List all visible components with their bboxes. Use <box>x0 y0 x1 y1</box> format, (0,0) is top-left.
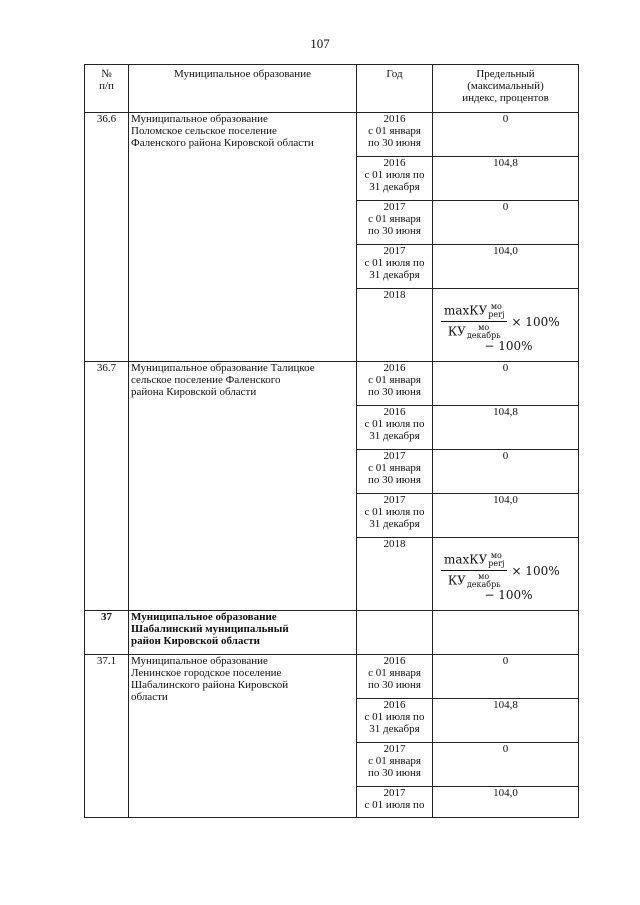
row-municipality: Муниципальное образование Талицкое сельское поселение Фаленского района Кировской области <box>129 362 357 611</box>
row-number: 37 <box>85 611 129 655</box>
tariff-index-table <box>84 64 579 818</box>
period-index: 0 <box>433 655 579 699</box>
header-num: № п/п <box>85 65 129 113</box>
row-number: 36.7 <box>85 362 129 611</box>
row-number: 36.6 <box>85 113 129 362</box>
table-row <box>85 113 579 157</box>
period-index: 0 <box>433 450 579 494</box>
row-municipality: Муниципальное образование Ленинское городское поселение Шабалинского района Кировской области <box>129 655 357 818</box>
period-year: 2018 <box>357 289 433 362</box>
period-year: 2017 с 01 июля по 31 декабря <box>357 494 433 538</box>
row-year-empty <box>357 611 433 655</box>
period-index: 0 <box>433 113 579 157</box>
period-year: 2017 с 01 января по 30 июня <box>357 201 433 245</box>
period-year: 2016 с 01 января по 30 июня <box>357 113 433 157</box>
period-year: 2018 <box>357 538 433 611</box>
period-index: 104,8 <box>433 406 579 450</box>
table-row <box>85 362 579 406</box>
page-number: 107 <box>310 36 330 51</box>
period-year: 2017 с 01 июля по <box>357 787 433 818</box>
period-index: 104,8 <box>433 157 579 201</box>
table-row <box>85 611 579 655</box>
period-index: 104,8 <box>433 699 579 743</box>
row-index-empty <box>433 611 579 655</box>
period-index: 0 <box>433 201 579 245</box>
period-index: 0 <box>433 743 579 787</box>
row-number: 37.1 <box>85 655 129 818</box>
header-index: Предельный (максимальный) индекс, процентов <box>433 65 579 113</box>
row-municipality: Муниципальное образование Поломское сельское поселение Фаленского района Кировской области <box>129 113 357 362</box>
period-index-formula <box>433 538 579 611</box>
period-year: 2016 с 01 июля по 31 декабря <box>357 157 433 201</box>
period-year: 2016 с 01 июля по 31 декабря <box>357 699 433 743</box>
period-index: 0 <box>433 362 579 406</box>
index-formula: maxКУ мо perj КУ мо декабрь × 100% <box>435 538 576 589</box>
period-year: 2016 с 01 января по 30 июня <box>357 655 433 699</box>
period-index: 104,0 <box>433 245 579 289</box>
period-index: 104,0 <box>433 494 579 538</box>
header-municipality: Муниципальное образование <box>129 65 357 113</box>
period-year: 2016 с 01 января по 30 июня <box>357 362 433 406</box>
formula-minus: − 100% <box>484 588 533 602</box>
period-year: 2017 с 01 июля по 31 декабря <box>357 245 433 289</box>
table-row <box>85 655 579 699</box>
row-municipality: Муниципальное образование Шабалинский муниципальный район Кировской области <box>129 611 357 655</box>
period-index: 104,0 <box>433 787 579 818</box>
header-year: Год <box>357 65 433 113</box>
period-year: 2017 с 01 января по 30 июня <box>357 450 433 494</box>
period-year: 2017 с 01 января по 30 июня <box>357 743 433 787</box>
header-row <box>85 65 579 113</box>
period-index-formula <box>433 289 579 362</box>
period-year: 2016 с 01 июля по 31 декабря <box>357 406 433 450</box>
index-formula: maxКУ мо perj КУ мо декабрь × 100% <box>435 289 576 340</box>
formula-minus: − 100% <box>484 339 533 353</box>
